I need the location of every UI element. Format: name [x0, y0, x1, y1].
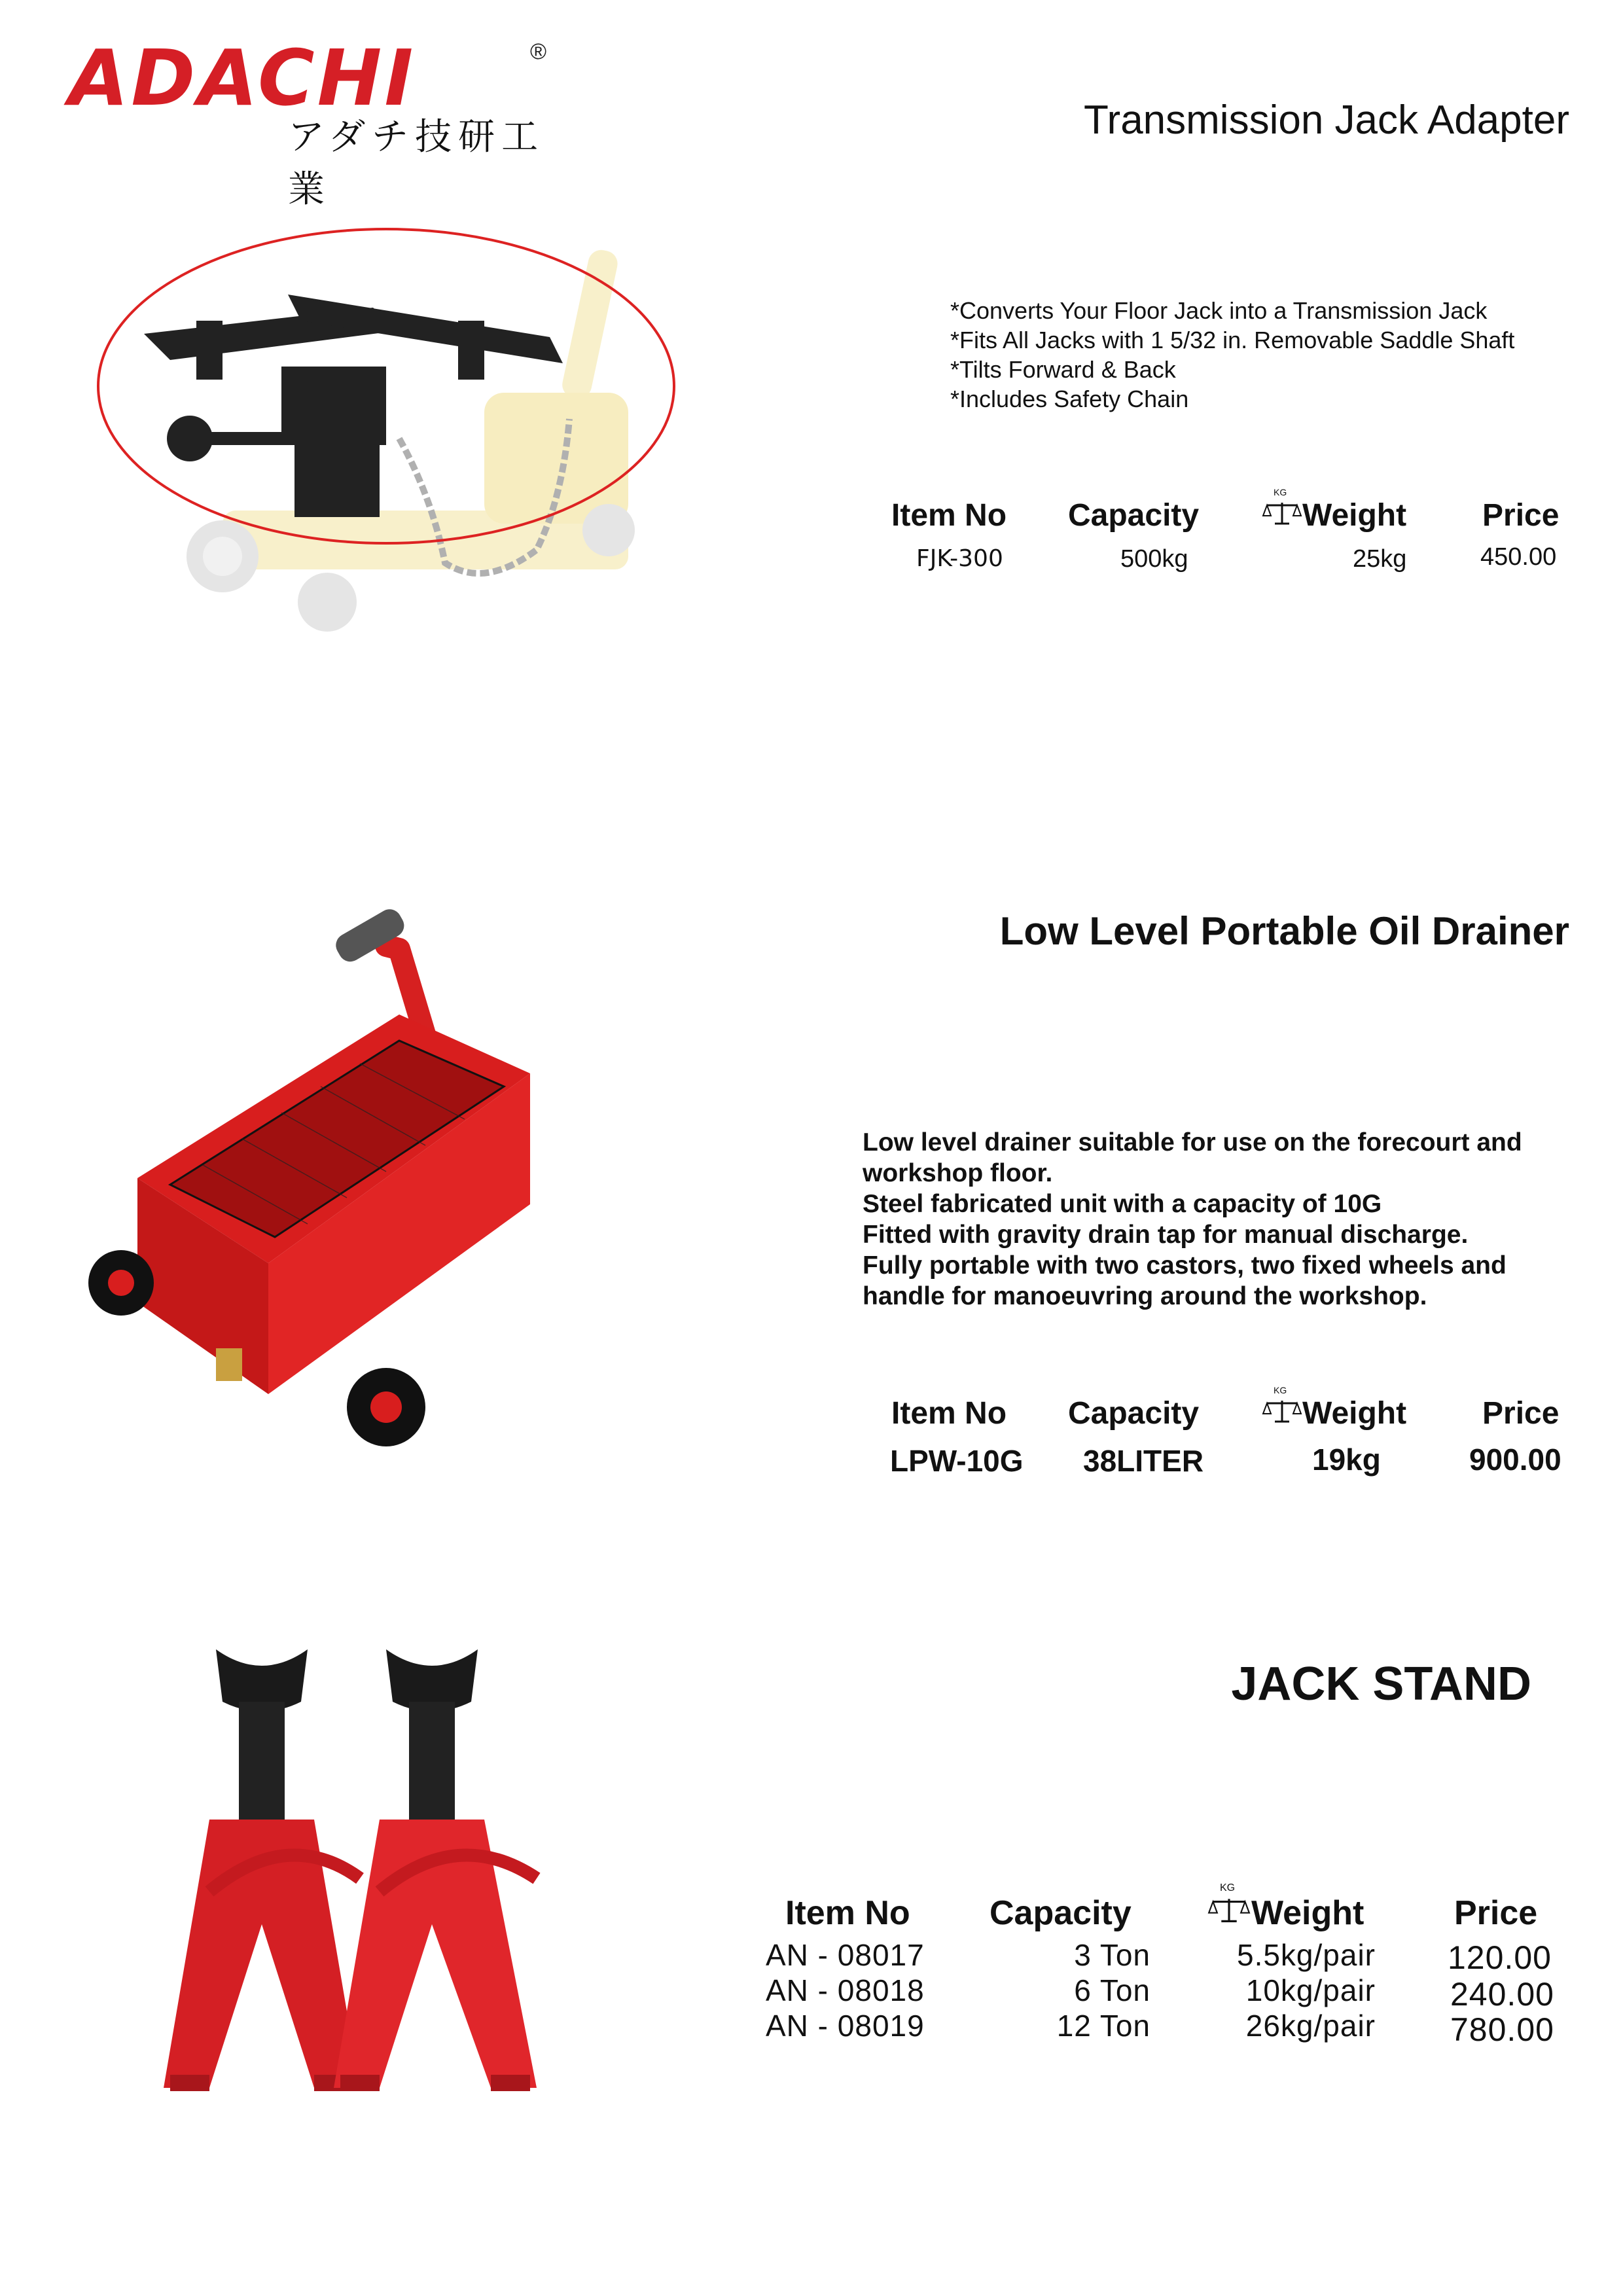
cell-weight: 25kg — [1353, 545, 1407, 573]
cell-capacity: 3 Ton — [1074, 1938, 1150, 1972]
feature-list — [950, 296, 1514, 414]
header-item-no: Item No — [785, 1894, 910, 1932]
header-weight: Weight — [1302, 498, 1407, 533]
cell-item-no: AN - 08018 — [766, 1973, 925, 2007]
header-capacity: Capacity — [990, 1894, 1132, 1932]
description-line: Fitted with gravity drain tap for manual discharge. — [863, 1221, 1469, 1249]
registered-mark: ® — [530, 39, 547, 64]
feature-item: *Fits All Jacks with 1 5/32 in. Removable Saddle Shaft — [950, 327, 1515, 353]
description-line: Fully portable with two castors, two fixed wheels and — [863, 1251, 1507, 1280]
cell-price: 450.00 — [1480, 543, 1557, 571]
description-line: workshop floor. — [863, 1159, 1053, 1187]
cell-price: 900.00 — [1469, 1443, 1561, 1477]
header-price: Price — [1482, 498, 1560, 533]
cell-price: 780.00 — [1450, 2011, 1554, 2048]
kg-label: KG — [1220, 1882, 1236, 1893]
jack-stand-image — [144, 1643, 589, 2101]
kg-label: KG — [1274, 1385, 1287, 1395]
product-title-jack-stand: JACK STAND — [1231, 1658, 1531, 1710]
jack-stand-left — [164, 1649, 360, 2091]
header-item-no: Item No — [891, 1396, 1007, 1431]
cell-capacity: 500kg — [1120, 545, 1188, 573]
header-capacity: Capacity — [1068, 498, 1200, 533]
cell-item-no: AN - 08017 — [766, 1938, 925, 1972]
jack-stand-right — [334, 1649, 537, 2091]
description-line: Steel fabricated unit with a capacity of 10G — [863, 1190, 1382, 1218]
header-capacity: Capacity — [1068, 1396, 1200, 1431]
header-weight: Weight — [1251, 1894, 1364, 1932]
transmission-jack-adapter-image — [92, 223, 681, 635]
cell-price: 240.00 — [1450, 1976, 1554, 2013]
cell-item-no: FJK-300 — [916, 545, 1003, 572]
feature-item: *Includes Safety Chain — [950, 386, 1189, 412]
description-line: handle for manoeuvring around the workshop. — [863, 1282, 1427, 1310]
feature-item: *Converts Your Floor Jack into a Transmission Jack — [950, 297, 1488, 324]
oil-drainer-image — [72, 897, 563, 1473]
brand-japanese-name: アダチ技研工業 — [288, 116, 545, 211]
cell-weight: 19kg — [1312, 1443, 1381, 1477]
product-description — [863, 1127, 1522, 1312]
header-item-no: Item No — [891, 498, 1007, 533]
cell-capacity: 38LITER — [1083, 1444, 1204, 1478]
feature-item: *Tilts Forward & Back — [950, 356, 1176, 383]
product-title-transmission-jack-adapter: Transmission Jack Adapter — [1083, 98, 1569, 143]
description-line: Low level drainer suitable for use on the forecourt and — [863, 1128, 1522, 1157]
cell-capacity: 12 Ton — [1056, 2009, 1150, 2043]
brand-logo — [69, 33, 566, 211]
cell-capacity: 6 Ton — [1074, 1973, 1150, 2007]
kg-label: KG — [1274, 487, 1287, 497]
product-title-oil-drainer: Low Level Portable Oil Drainer — [999, 909, 1569, 953]
cell-price: 120.00 — [1448, 1939, 1552, 1976]
cell-weight: 5.5kg/pair — [1236, 1938, 1376, 1972]
brand-name: ADACHI — [69, 33, 416, 123]
header-weight: Weight — [1302, 1396, 1407, 1431]
cell-item-no: LPW-10G — [890, 1444, 1024, 1478]
cell-item-no: AN - 08019 — [766, 2009, 925, 2043]
cell-weight: 26kg/pair — [1245, 2009, 1376, 2043]
header-price: Price — [1454, 1894, 1538, 1932]
cell-weight: 10kg/pair — [1245, 1973, 1376, 2007]
header-price: Price — [1482, 1396, 1560, 1431]
